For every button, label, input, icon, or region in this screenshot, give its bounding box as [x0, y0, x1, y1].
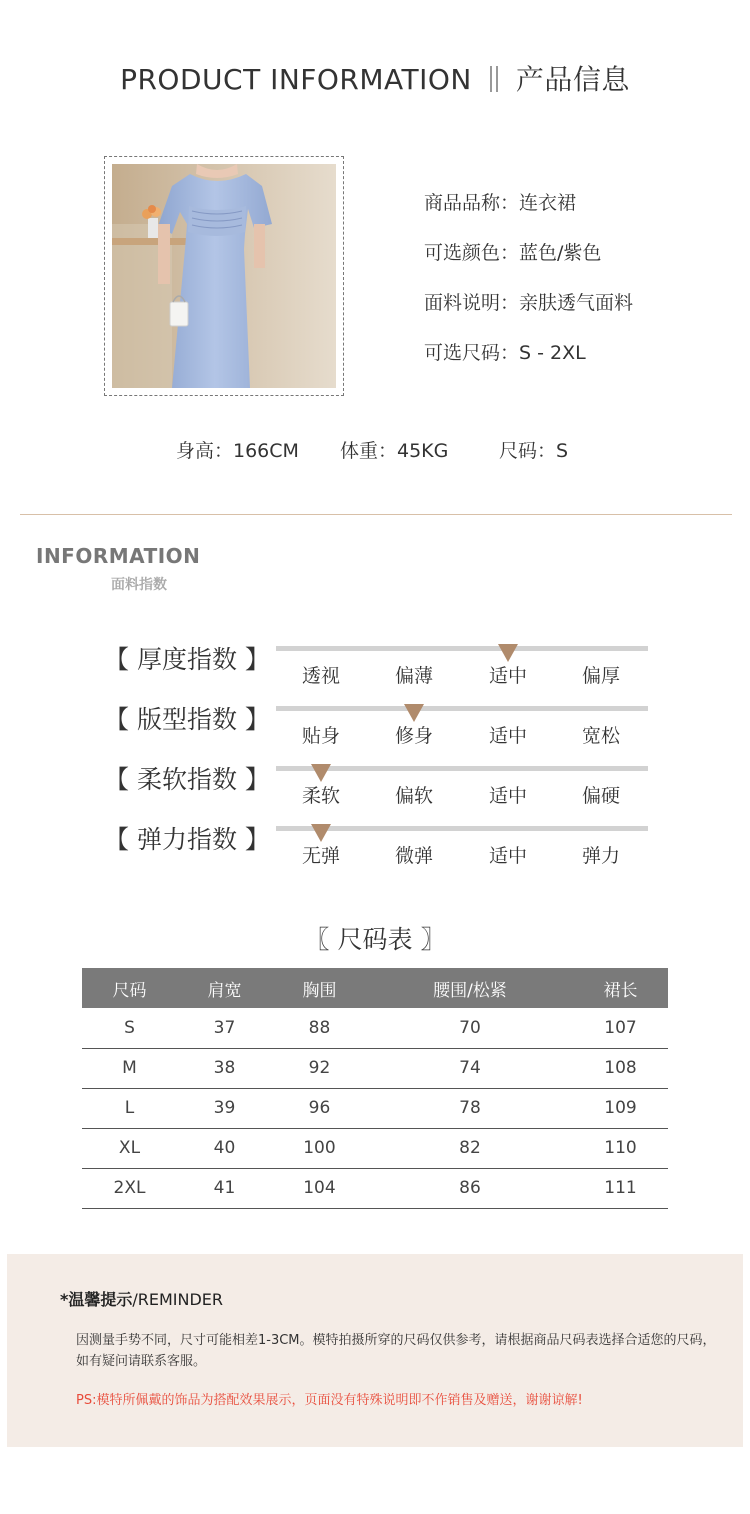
size-chart-header-cell: 尺码 [82, 968, 177, 1008]
fabric-index-option: 偏厚 [581, 665, 620, 687]
section-title-cn: 面料指数 [111, 577, 167, 593]
fabric-index-row [0, 824, 750, 884]
product-fabric: 面料说明：亲肤透气面料 [424, 292, 634, 314]
fabric-index-row [0, 764, 750, 824]
fabric-index-option: 弹力 [581, 845, 620, 867]
table-cell: 111 [573, 1168, 668, 1208]
table-cell: 104 [272, 1168, 367, 1208]
fabric-index-marker-icon [311, 764, 331, 782]
product-colors: 可选颜色：蓝色/紫色 [424, 242, 602, 264]
table-cell: 2XL [82, 1168, 177, 1208]
fabric-index-option: 透视 [301, 665, 340, 687]
fabric-index-option: 适中 [488, 785, 527, 807]
fabric-index-bar [276, 706, 648, 711]
table-row [82, 1088, 668, 1128]
size-chart-header-cell: 腰围/松紧 [367, 968, 573, 1008]
table-cell: 37 [177, 1008, 272, 1048]
fabric-index-row [0, 644, 750, 704]
reminder-box [7, 1254, 743, 1447]
table-cell: 96 [272, 1088, 367, 1128]
fabric-index-option: 无弹 [301, 845, 340, 867]
fabric-index-option: 偏软 [394, 785, 433, 807]
table-cell: 92 [272, 1048, 367, 1088]
product-info-list [424, 188, 633, 388]
fabric-index-option: 贴身 [301, 725, 340, 747]
reminder-text: 因测量手势不同，尺寸可能相差1-3CM。模特拍摄所穿的尺码仅供参考，请根据商品尺码表选择合适您的尺码，如有疑问请联系客服。 [76, 1333, 716, 1369]
table-cell: 38 [177, 1048, 272, 1088]
table-cell: 78 [367, 1088, 573, 1128]
product-photo [112, 164, 336, 388]
size-chart-header-cell: 裙长 [573, 968, 668, 1008]
table-cell: 100 [272, 1128, 367, 1168]
size-chart-header-cell: 胸围 [272, 968, 367, 1008]
size-chart-body [82, 1008, 668, 1208]
fabric-index-bar [276, 826, 648, 831]
fabric-index-option: 修身 [394, 725, 433, 747]
title-cn: 产品信息 [515, 63, 630, 96]
table-cell: 41 [177, 1168, 272, 1208]
size-chart-table [82, 968, 668, 1209]
fabric-index-row [0, 704, 750, 764]
table-cell: S [82, 1008, 177, 1048]
table-row [82, 1168, 668, 1208]
fabric-index-label: 【 厚度指数 】 [104, 645, 270, 674]
fabric-index-option: 适中 [488, 725, 527, 747]
table-cell: 109 [573, 1088, 668, 1128]
title-en: PRODUCT INFORMATION [120, 63, 472, 96]
model-dress-image [112, 164, 336, 388]
table-cell: 86 [367, 1168, 573, 1208]
table-cell: 88 [272, 1008, 367, 1048]
table-row [82, 1008, 668, 1048]
page-title [0, 58, 750, 98]
fabric-index-label: 【 版型指数 】 [104, 705, 270, 734]
fabric-index-marker-icon [311, 824, 331, 842]
product-photo-frame [104, 156, 344, 396]
section-title-en: INFORMATION [36, 544, 201, 568]
fabric-index-bar [276, 766, 648, 771]
table-cell: 110 [573, 1128, 668, 1168]
size-chart-header-row [82, 968, 668, 1008]
fabric-index-option: 宽松 [581, 725, 620, 747]
title-separator [490, 66, 498, 92]
reminder-ps: PS:模特所佩戴的饰品为搭配效果展示，页面没有特殊说明即不作销售及赠送，谢谢谅解! [76, 1393, 583, 1408]
size-chart-title: 〖 尺码表 〗 [304, 925, 446, 954]
section-divider [20, 514, 732, 515]
fabric-index-option: 适中 [488, 845, 527, 867]
model-size: 尺码：S [499, 440, 569, 462]
fabric-index-option: 偏硬 [581, 785, 620, 807]
table-cell: 70 [367, 1008, 573, 1048]
fabric-index-option: 柔软 [301, 785, 340, 807]
product-name: 商品品称：连衣裙 [424, 192, 577, 214]
fabric-index-marker-icon [404, 704, 424, 722]
table-cell: 39 [177, 1088, 272, 1128]
model-height: 身高：166CM [176, 440, 299, 462]
fabric-index-option: 偏薄 [394, 665, 433, 687]
table-cell: 108 [573, 1048, 668, 1088]
table-cell: 74 [367, 1048, 573, 1088]
reminder-title [60, 1287, 223, 1310]
fabric-index-label: 【 柔软指数 】 [104, 765, 270, 794]
fabric-index-option: 微弹 [394, 845, 433, 867]
fabric-index-bar [276, 646, 648, 651]
size-chart-header-cell: 肩宽 [177, 968, 272, 1008]
table-cell: 40 [177, 1128, 272, 1168]
fabric-index-marker-icon [498, 644, 518, 662]
table-row [82, 1048, 668, 1088]
table-cell: 107 [573, 1008, 668, 1048]
reminder-title-cn: *温馨提示 [60, 1290, 133, 1309]
table-cell: L [82, 1088, 177, 1128]
table-cell: XL [82, 1128, 177, 1168]
product-sizes: 可选尺码：S - 2XL [424, 342, 586, 364]
table-cell: M [82, 1048, 177, 1088]
reminder-title-en: /REMINDER [132, 1290, 224, 1309]
fabric-index-label: 【 弹力指数 】 [104, 825, 270, 854]
model-weight: 体重：45KG [340, 440, 449, 462]
table-row [82, 1128, 668, 1168]
fabric-index-option: 适中 [488, 665, 527, 687]
table-cell: 82 [367, 1128, 573, 1168]
